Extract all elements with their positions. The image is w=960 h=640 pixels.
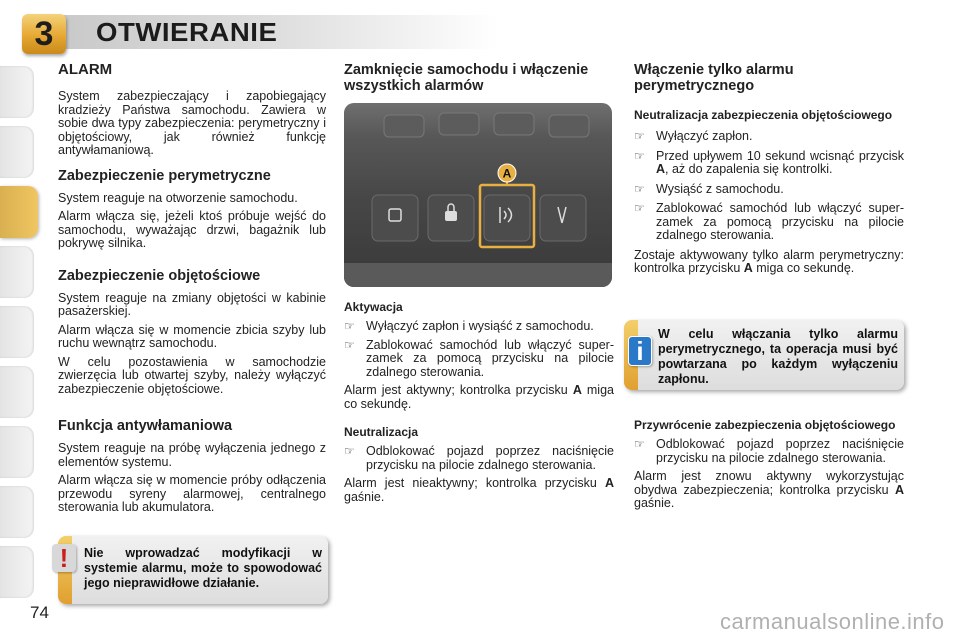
perimeter-status: Zostaje aktywowany tylko alarm perymetryczny: kontrolka przycisku A miga co sekundę.: [634, 247, 904, 275]
page-title: OTWIERANIE: [96, 17, 278, 47]
left-column: [58, 62, 326, 515]
side-tab-active[interactable]: [0, 186, 38, 238]
side-tab-8[interactable]: [0, 486, 34, 538]
antitheft-heading: Funkcja antywłamaniowa: [58, 418, 233, 434]
side-tab-7[interactable]: [0, 426, 34, 478]
button-a-label: A: [502, 166, 512, 181]
right-column-bottom: [634, 418, 904, 511]
restore-status: Alarm jest znowu aktywny wykorzystując obydwa zabezpieczenia; kontrolka przycisku A gaśnie.: [634, 469, 904, 510]
middle-column: [344, 62, 614, 94]
right-column-top: [634, 62, 904, 276]
antitheft-text-2: Alarm włącza się w momencie próby odłączenia przewodu syreny alarmowej, centralnego sterowania lub akumulatora.: [58, 473, 326, 514]
dashboard-illustration: [344, 103, 612, 287]
warning-icon: !: [52, 544, 76, 572]
activation-status: Alarm jest aktywny; kontrolka przycisku A miga co sekundę.: [344, 383, 614, 411]
volumetric-text-2: Alarm włącza się w momencie zbicia szyby lub ruchu wewnątrz samochodu.: [58, 322, 326, 350]
perimeter-step-4: ☞ Zablokować samochód lub włączyć super-zamek za pomocą przycisku na pilocie zdalnego sterowania.: [634, 201, 904, 242]
volumetric-text-3: W celu pozostawienia w samochodzie zwierzęcia lub otwartej szyby, należy wyłączyć zabezpieczenie objętościowe.: [58, 354, 326, 396]
chapter-number: 3: [34, 15, 54, 53]
middle-text: [344, 300, 614, 504]
watermark: carmanualsonline.info: [720, 609, 945, 634]
side-tab-2[interactable]: [0, 126, 34, 178]
perimeter-text-1: System reaguje na otworzenie samochodu.: [58, 190, 298, 205]
perimeter-heading: Zabezpieczenie perymetryczne: [58, 167, 271, 184]
perimeter-step-1: ☞ Wyłączyć zapłon.: [634, 129, 753, 143]
dashboard-buttons-photo: [344, 103, 612, 287]
side-tab-5[interactable]: [0, 306, 34, 358]
neutralization-status: Alarm jest nieaktywny; kontrolka przycisku A gaśnie.: [344, 476, 614, 504]
volumetric-text-1: System reaguje na zmiany objętości w kabinie pasażerskiej.: [58, 290, 326, 318]
volumetric-heading: Zabezpieczenie objętościowe: [58, 267, 261, 284]
warning-note: [58, 536, 328, 604]
perimeter-step-3: ☞ Wysiąść z samochodu.: [634, 181, 784, 196]
volumetric-restore-heading: Przywrócenie zabezpieczenia objętościowego: [634, 418, 896, 432]
alarm-intro: System zabezpieczający i zapobiegający kradzieży Państwa samochodu. Zawiera w sobie dwa typy zabezpieczenia: perymetryczny i objętościowy, jak również funkcję antywłamaniową.: [58, 89, 326, 157]
info-note: [624, 320, 904, 390]
page-number: 74: [30, 603, 49, 622]
activation-step-1: ☞ Wyłączyć zapłon i wysiąść z samochodu.: [344, 319, 594, 333]
volumetric-neutralization-heading: Neutralizacja zabezpieczenia objętościowego: [634, 108, 893, 122]
side-tab-1[interactable]: [0, 66, 34, 118]
chapter-badge: [22, 14, 66, 54]
info-text: W celu włączania tylko alarmu perymetrycznego, ta operacja musi być powtarzana po każdym wyłączeniu zapłonu.: [658, 327, 898, 386]
antitheft-text-1: System reaguje na próbę wyłączenia jednego z elementów systemu.: [58, 441, 326, 469]
lock-all-alarms-heading: Zamknięcie samochodu i włączenie wszystkich alarmów: [344, 62, 589, 94]
side-tab-9[interactable]: [0, 546, 34, 598]
info-icon: i: [628, 336, 652, 366]
neutralization-heading: Neutralizacja: [344, 425, 419, 439]
activation-step-2: ☞ Zablokować samochód lub włączyć super-zamek za pomocą przycisku na pilocie zdalnego sterowania.: [344, 337, 614, 379]
side-tab-4[interactable]: [0, 246, 34, 298]
warning-text: Nie wprowadzać modyfikacji w systemie alarmu, może to spowodować jego nieprawidłowe działanie.: [84, 546, 322, 590]
perimeter-only-heading: Włączenie tylko alarmu perymetrycznego: [634, 62, 794, 94]
side-tab-6[interactable]: [0, 366, 34, 418]
perimeter-step-2: ☞ Przed upływem 10 sekund wcisnąć przycisk A, aż do zapalenia się kontrolki.: [634, 148, 904, 176]
perimeter-text-2: Alarm włącza się, jeżeli ktoś próbuje wejść do samochodu, wyważając drzwi, bagażnik lub pokrywę silnika.: [58, 209, 326, 250]
alarm-heading: ALARM: [58, 61, 113, 78]
neutralization-step-1: ☞ Odblokować pojazd poprzez naciśnięcie przycisku na pilocie zdalnego sterowania.: [344, 444, 614, 472]
activation-heading: Aktywacja: [344, 300, 403, 314]
restore-step-1: ☞ Odblokować pojazd poprzez naciśnięcie przycisku na pilocie zdalnego sterowania.: [634, 437, 904, 465]
